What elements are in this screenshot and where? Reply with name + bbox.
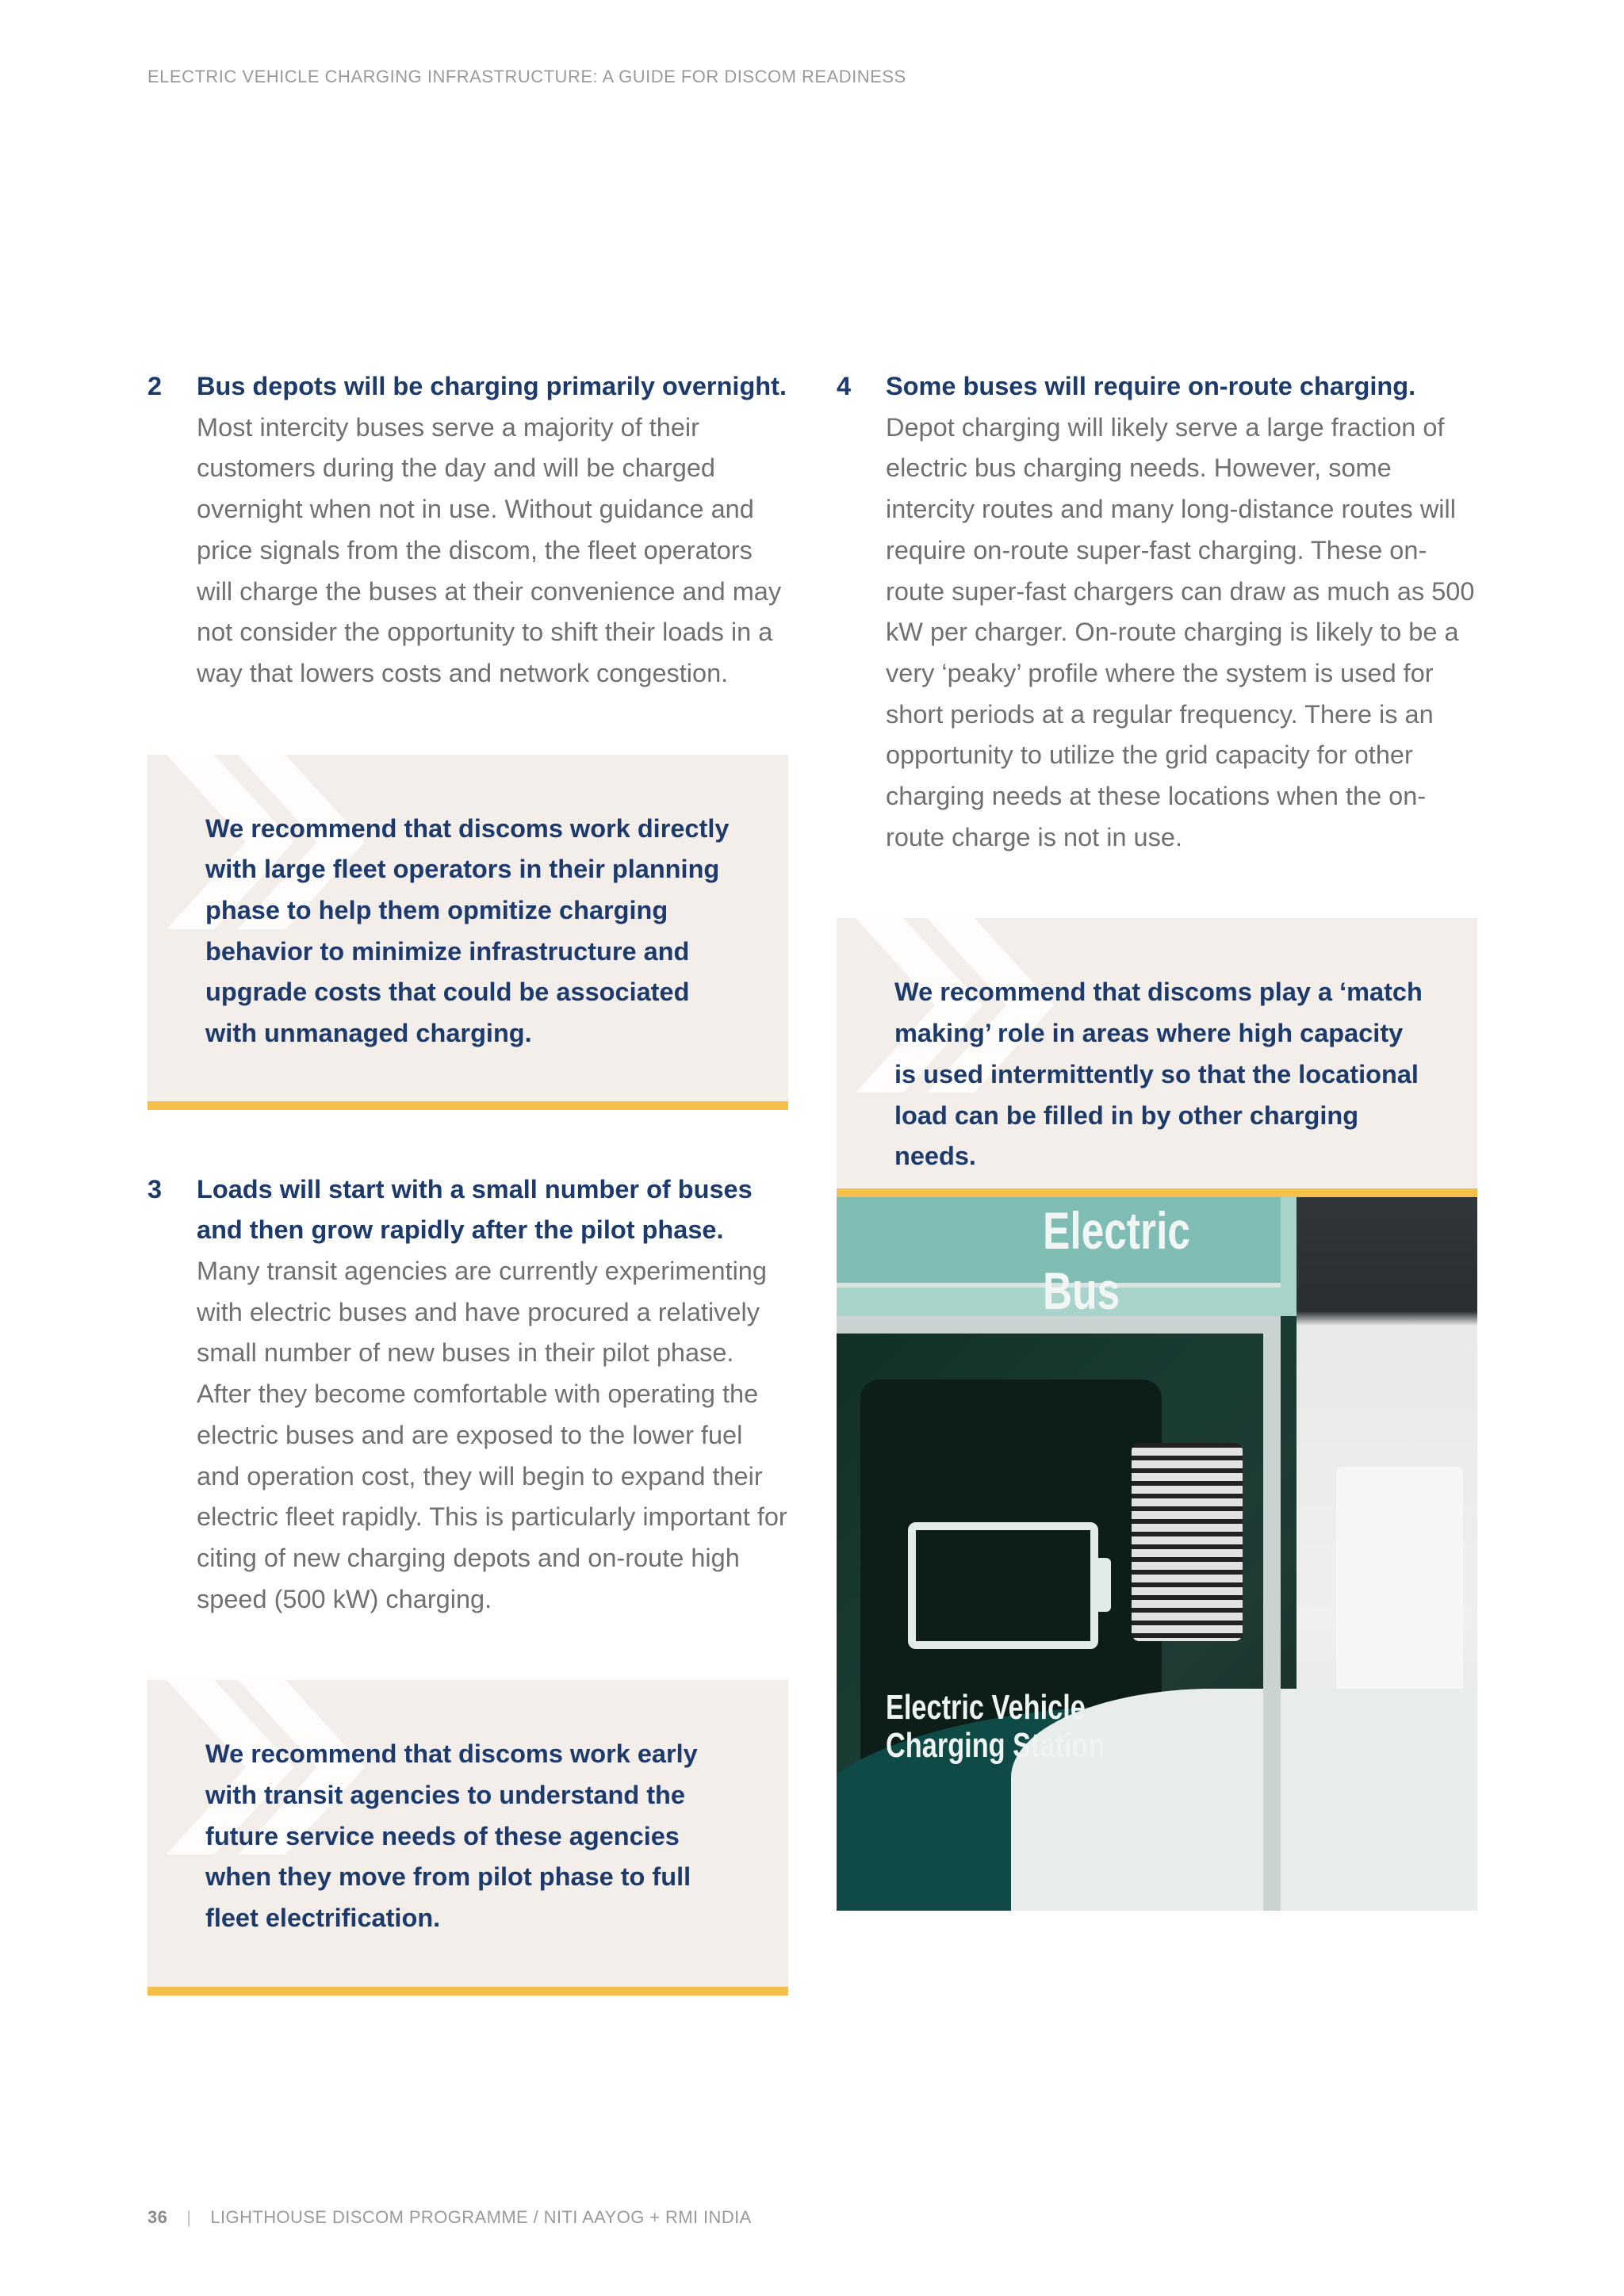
item-number: 4 [837, 372, 852, 400]
bus-sign [837, 1197, 1281, 1321]
list-item [147, 366, 788, 695]
charging-station-photo [837, 1197, 1477, 1911]
item-body: Many transit agencies are currently experimenting with electric buses and have procured a relatively small number of new buses in their pilot phase. After they become comfortable with operating the electric buses and are exposed to the lower fuel and operation cost, they will begin to expand their electric fleet rapidly. This is particularly important for citing of new charging depots and on-route high speed (500 kW) charging. [197, 1257, 787, 1613]
item-heading: Loads will start with a small number of buses and then grow rapidly after the pilot phase. [197, 1174, 753, 1245]
recommendation-text: We recommend that discoms work directly with large fleet operators in their planning phase to help them opmitize charging behavior to minimize infrastructure and upgrade costs that could be associated with unmanaged charging. [205, 813, 730, 1048]
bus-sign-text: Electric Bus [1043, 1201, 1191, 1321]
footer-publisher: LIGHTHOUSE DISCOM PROGRAMME / NITI AAYOG + RMI INDIA [210, 2207, 752, 2227]
right-column [837, 366, 1477, 1911]
recommendation-callout [837, 918, 1477, 1197]
recommendation-callout [147, 755, 788, 1110]
list-item [837, 366, 1477, 858]
station-label-line2: Charging Station [886, 1726, 1105, 1766]
recommendation-text: We recommend that discoms work early with transit agencies to understand the future service needs of these agencies when they move from pilot phase to full fleet electrification. [205, 1739, 698, 1933]
running-header: ELECTRIC VEHICLE CHARGING INFRASTRUCTURE: A GUIDE FOR DISCOM READINESS [147, 67, 906, 86]
left-column [147, 366, 788, 1996]
item-body: Depot charging will likely serve a large fraction of electric bus charging needs. However, some intercity routes and many long-distance routes will require on-route super-fast charging. These on-route super-fast chargers can draw as much as 500 kW per charger. On-route charging is likely to be a very ‘peaky’ profile where the system is used for short periods at a regular frequency. There is an opportunity to utilize the grid capacity for other charging needs at these locations when the on-route charge is not in use. [886, 412, 1475, 851]
list-item [147, 1169, 788, 1621]
footer-separator: | [186, 2207, 192, 2227]
station-label [886, 1689, 1105, 1765]
running-footer [147, 2207, 752, 2228]
item-number: 3 [147, 1174, 163, 1203]
item-heading: Some buses will require on-route charging. [886, 372, 1416, 400]
lightning-bolt-icon [965, 1538, 1044, 1617]
station-label-line1: Electric Vehicle [886, 1688, 1086, 1728]
item-heading: Bus depots will be charging primarily overnight. [197, 372, 787, 400]
recommendation-text: We recommend that discoms play a ‘match making’ role in areas where high capacity is used intermittently so that the locational load can be filled in by other charging needs. [894, 978, 1423, 1171]
item-body: Most intercity buses serve a majority of their customers during the day and will be charged overnight when not in use. Without guidance and price signals from the discom, the fleet operators will charge the buses at their convenience and may not consider the opportunity to shift their loads in a way that lowers costs and network congestion. [197, 412, 782, 687]
page-number: 36 [147, 2207, 168, 2227]
recommendation-callout [147, 1680, 788, 1996]
item-number: 2 [147, 372, 163, 400]
battery-cap-icon [1098, 1558, 1111, 1612]
